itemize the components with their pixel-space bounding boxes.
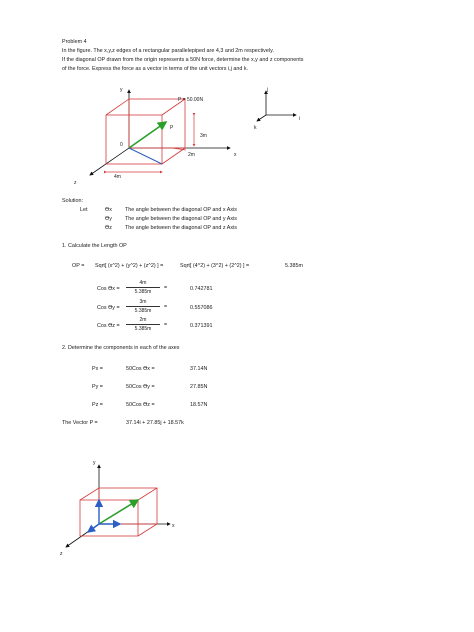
cos-x-den: 5.385m [134,289,152,295]
fig1-dim-4m: 4m [114,174,121,180]
cos-y-value: 0.557086 [190,305,213,311]
cos-z-value: 0.371391 [190,323,213,329]
cos-y-fraction [126,299,160,314]
unit-k-label: k [254,125,257,131]
parallelepiped-figure-2 [58,455,188,570]
z-axis [90,148,129,175]
problem-line-2: If the diagonal OP drawn from the origin represents a 50N force, determine the x,y and z components [62,57,304,63]
cos-z-fraction [126,317,160,332]
solution-sym-y: ϴy [105,216,112,222]
cos-y-den: 5.385m [134,308,152,314]
cos-z-eq: = [164,322,168,328]
pz-label: Pz = [92,402,103,408]
cos-x-eq: = [164,285,168,291]
op-label: OP = [72,263,85,269]
op-result: 5.385m [285,263,303,269]
cos-x-value: 0.742781 [190,286,213,292]
fig2-x-label: x [172,523,175,529]
problem-line-3: of the force. Express the force as a vector in terms of the unit vectors i,j and k. [62,66,249,72]
solution-sym-x: ϴx [105,207,112,213]
fig1-y-label: y [120,87,123,93]
vector-label: The Vector P = [62,420,98,426]
step1-heading: 1. Calculate the Length OP [62,243,127,249]
pz-expr: 50Cos ϴz = [126,402,155,408]
solution-sym-z: ϴz [105,225,112,231]
py-label: Py = [92,384,103,390]
unit-i-label: i [299,116,301,122]
cos-z-num: 2m [126,317,160,325]
solution-let: Let [80,207,88,213]
cos-y-eq: = [164,304,168,310]
problem-line-1: In the figure. The x,y,z edges of a rectangular parallelepiped are 4,3 and 2m respectively. [62,48,274,54]
cos-x-fraction [126,280,160,295]
box-back-face [129,99,185,148]
problem-title: Problem 4 [62,39,87,45]
fig2-y-label: y [93,460,96,466]
px-value: 37.14N [190,366,208,372]
op-substituted: Sqrt[ (4^2) + (3^2) + (2^2) ] = [180,263,250,269]
vector-value: 37.14i + 27.85j + 18.57k [126,420,184,426]
cos-x-label: Cos ϴx = [97,286,120,292]
step2-heading: 2. Determine the components in each of the axes [62,345,180,351]
op-formula: Sqrt[ (x^2) + (y^2) + (z^2) ] = [95,263,164,269]
solution-text-z: The angle between the diagonal OP and z Axis [125,225,237,231]
fig2-z-label: z [60,551,63,557]
py-expr: 50Cos ϴy = [126,384,155,390]
fig1-p-label: P [170,125,174,131]
unit-j-label: j [267,87,269,93]
parallelepiped-figure [62,80,262,190]
fig1-x-label: x [234,152,237,158]
solution-text-y: The angle between the diagonal OP and y Axis [125,216,237,222]
unit-vector-axes-figure [252,85,312,135]
cos-y-label: Cos ϴy = [97,305,120,311]
px-label: Px = [92,366,103,372]
diagonal-op [129,122,166,148]
cos-z-label: Cos ϴz = [97,323,120,329]
solution-heading: Solution: [62,198,83,204]
fig1-z-label: z [74,180,77,186]
solution-text-x: The angle between the diagonal OP and x Axis [125,207,237,213]
cos-y-num: 3m [126,299,160,307]
fig1-dim-3m: 3m [200,133,207,139]
fig1-origin-label: 0 [120,142,123,148]
box-front-face [106,115,162,164]
fig1-force-label: P = 50.00N [178,97,204,103]
cos-x-num: 4m [126,280,160,288]
cos-z-den: 5.385m [134,326,152,332]
py-value: 27.85N [190,384,208,390]
pz-value: 18.57N [190,402,208,408]
fig1-dim-2m: 2m [188,152,195,158]
px-expr: 50Cos ϴx = [126,366,155,372]
